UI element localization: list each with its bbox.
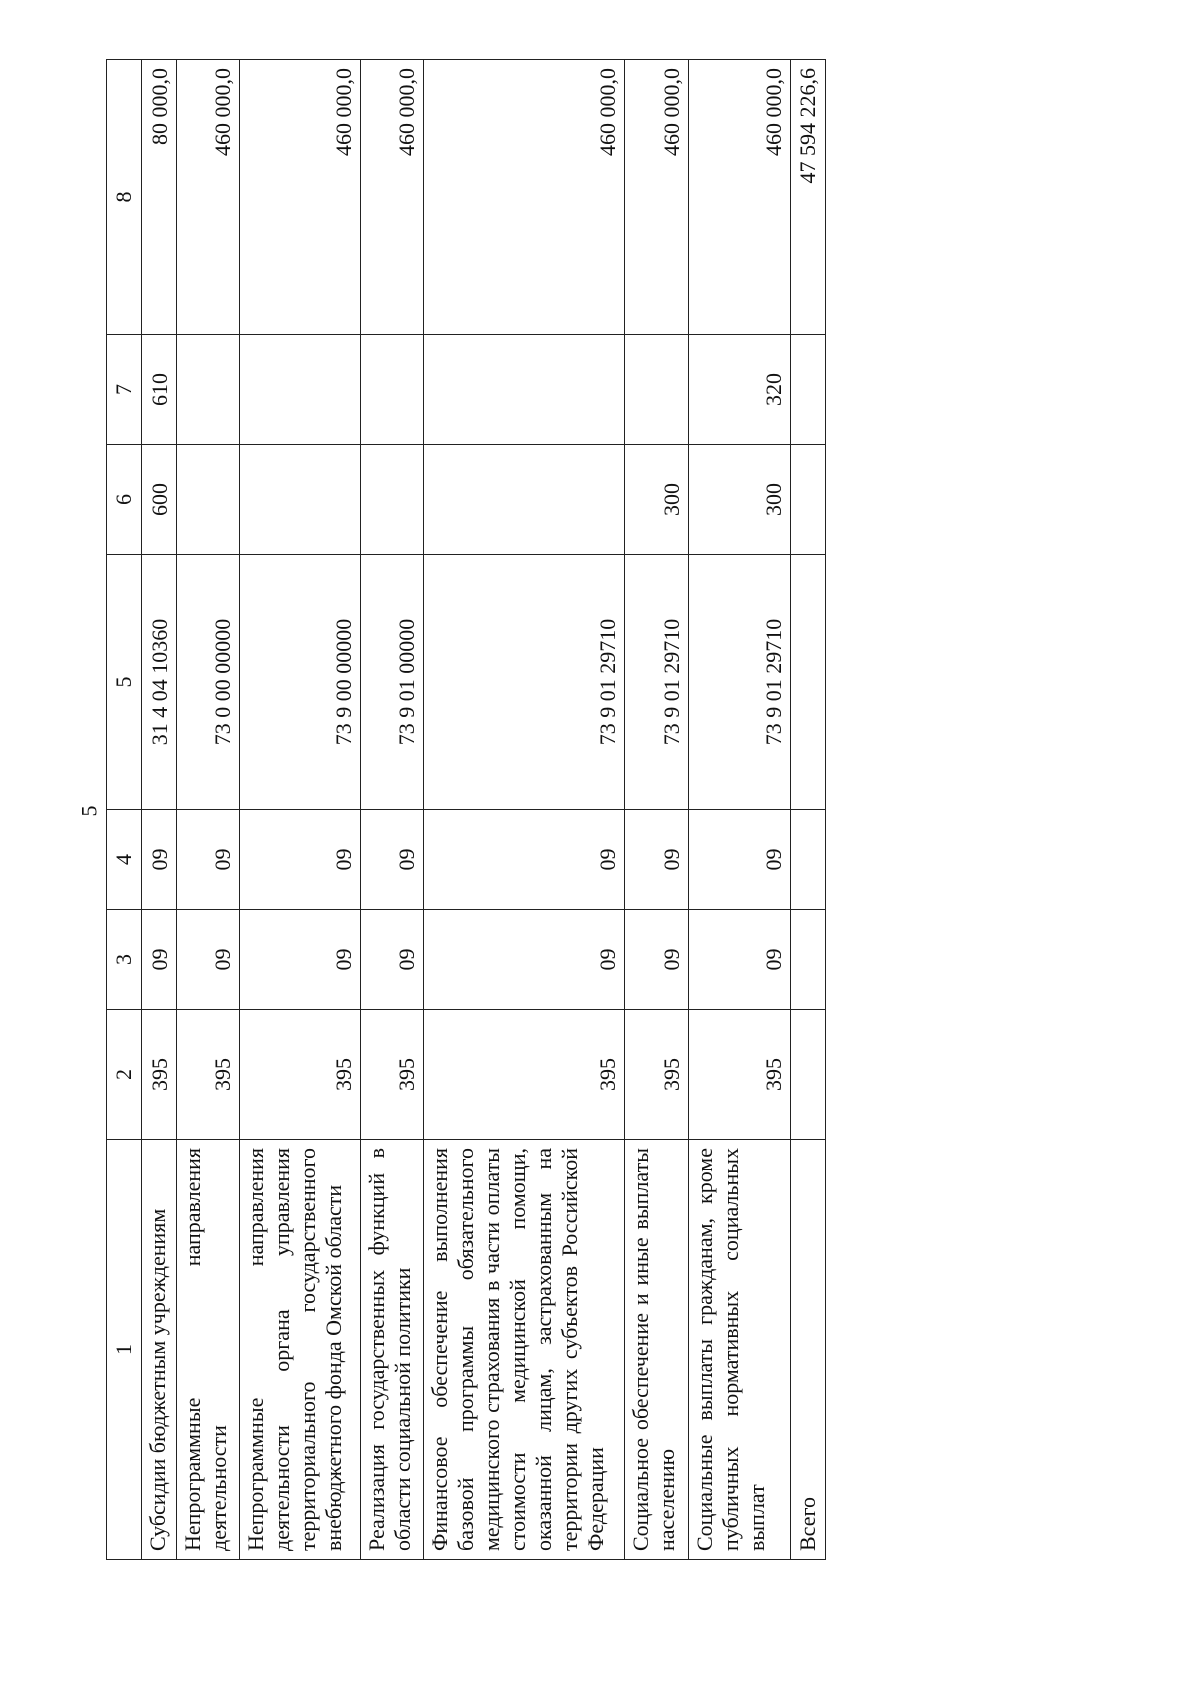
table-row [624,60,688,1560]
cell-col6 [239,445,360,555]
total-row [790,60,825,1560]
cell-col3: 09 [423,910,624,1010]
header-cell: 5 [107,555,142,810]
cell-col2: 395 [624,1010,688,1140]
cell-col5: 73 9 01 00000 [361,555,424,810]
cell-col3: 09 [239,910,360,1010]
cell-col7 [423,335,624,445]
cell-col5: 73 9 00 00000 [239,555,360,810]
cell-col5: 73 9 01 29710 [624,555,688,810]
header-cell: 7 [107,335,142,445]
empty-cell [790,555,825,810]
empty-cell [790,1010,825,1140]
cell-col4: 09 [688,810,790,910]
budget-table [106,59,826,1560]
table-row [361,60,424,1560]
header-cell: 8 [107,60,142,335]
table-row [688,60,790,1560]
empty-cell [790,810,825,910]
cell-col4: 09 [624,810,688,910]
cell-col6: 600 [142,445,177,555]
cell-col6 [423,445,624,555]
cell-col2: 395 [361,1010,424,1140]
cell-col6: 300 [624,445,688,555]
cell-col7 [624,335,688,445]
header-cell: 1 [107,1140,142,1560]
empty-cell [790,335,825,445]
cell-col5: 73 0 00 00000 [177,555,240,810]
cell-col5: 31 4 04 10360 [142,555,177,810]
row-name: Непрограммные направления деятельности органа управления территориального государственного внебюджетного фонда Омской области [239,1140,360,1560]
cell-col8: 460 000,0 [239,60,360,335]
cell-col8: 460 000,0 [688,60,790,335]
row-name: Реализация государственных функций в области социальной политики [361,1140,424,1560]
header-cell: 2 [107,1010,142,1140]
header-cell: 3 [107,910,142,1010]
cell-col7: 320 [688,335,790,445]
cell-col2: 395 [423,1010,624,1140]
cell-col7: 610 [142,335,177,445]
cell-col2: 395 [142,1010,177,1140]
row-name: Социальное обеспечение и иные выплаты населению [624,1140,688,1560]
cell-col7 [361,335,424,445]
total-label: Всего [790,1140,825,1560]
cell-col4: 09 [142,810,177,910]
cell-col4: 09 [177,810,240,910]
cell-col3: 09 [177,910,240,1010]
cell-col7 [239,335,360,445]
cell-col2: 395 [688,1010,790,1140]
cell-col3: 09 [688,910,790,1010]
cell-col5: 73 9 01 29710 [688,555,790,810]
cell-col6: 300 [688,445,790,555]
cell-col8: 460 000,0 [423,60,624,335]
header-row [107,60,142,1560]
cell-col3: 09 [361,910,424,1010]
cell-col4: 09 [423,810,624,910]
cell-col4: 09 [239,810,360,910]
table-row [142,60,177,1560]
cell-col3: 09 [142,910,177,1010]
cell-col8: 460 000,0 [361,60,424,335]
header-cell: 4 [107,810,142,910]
table-row [423,60,624,1560]
cell-col7 [177,335,240,445]
cell-col8: 80 000,0 [142,60,177,335]
header-cell: 6 [107,445,142,555]
cell-col5: 73 9 01 29710 [423,555,624,810]
page-number: 5 [76,805,102,817]
empty-cell [790,445,825,555]
cell-col2: 395 [177,1010,240,1140]
row-name: Субсидии бюджетным учреждениям [142,1140,177,1560]
row-name: Непрограммные направления деятельности [177,1140,240,1560]
cell-col8: 460 000,0 [624,60,688,335]
cell-col4: 09 [361,810,424,910]
cell-col8: 460 000,0 [177,60,240,335]
cell-col6 [361,445,424,555]
total-value: 47 594 226,6 [790,60,825,335]
table-row [177,60,240,1560]
cell-col6 [177,445,240,555]
cell-col3: 09 [624,910,688,1010]
table-row [239,60,360,1560]
empty-cell [790,910,825,1010]
row-name: Социальные выплаты гражданам, кроме публичных нормативных социальных выплат [688,1140,790,1560]
cell-col2: 395 [239,1010,360,1140]
row-name: Финансовое обеспечение выполнения базовой программы обязательного медицинского страхования в части оплаты стоимости медицинской помощи, оказанной лицам, застрахованным на территории других субъектов Российской Федерации [423,1140,624,1560]
